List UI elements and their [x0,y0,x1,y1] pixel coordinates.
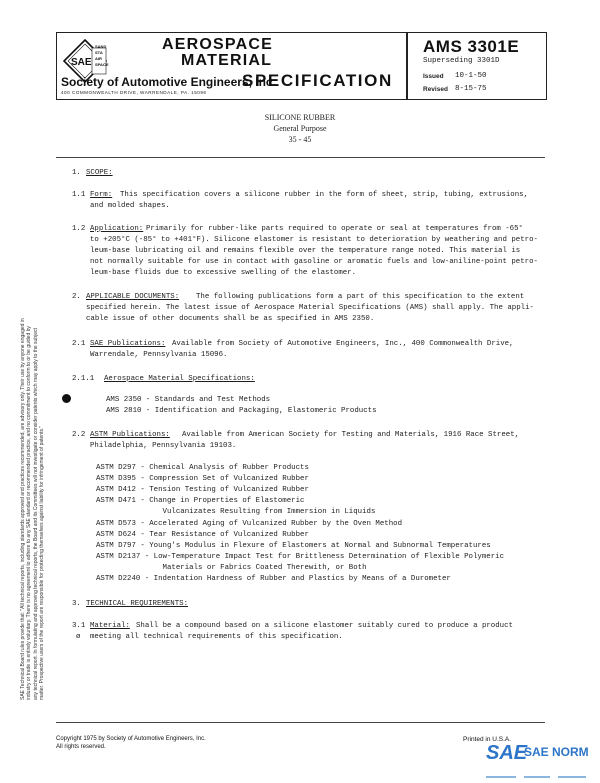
organization-address: 400 COMMONWEALTH DRIVE, WARRENDALE, PA. 15096 [61,90,207,95]
astm-publications-text: Available from American Society for Testing and Materials, 1916 Race Street, [182,431,520,439]
copyright-notice [56,736,206,750]
section-heading-scope: SCOPE: [86,169,113,177]
legal-line: matter. Prospective users of the report are responsible for protecting themselves against liability for infringement of patents." [38,425,45,700]
watermark-underline [486,765,596,768]
section-heading-technical: TECHNICAL REQUIREMENTS: [86,600,189,608]
application-text: leum-base lubricating oil and remains flexible over the temperature range noted. This material is [90,247,521,255]
superseding-note: Superseding 3301D [423,57,500,65]
astm-list-item: ASTM D624 - Tear Resistance of Vulcanized Rubber [96,531,309,539]
application-text: to +205°C (-85° to +401°F). Silicone elastomer is resistant to deterioration by weathering and petro- [90,236,538,244]
title-aerospace: AEROSPACE [162,36,273,53]
astm-list-item: ASTM D395 - Compression Set of Vulcanized Rubber [96,475,309,483]
section-heading-documents: APPLICABLE DOCUMENTS: [86,293,180,301]
material-text: meeting all technical requirements of this specification. [90,633,343,641]
margin-dot [62,394,71,403]
watermark-text: SAE NORM [524,745,589,759]
astm-list-item: ASTM D471 - Change in Properties of Elastomeric [96,497,305,505]
sae-publications-text: Available from Society of Automotive Engineers, Inc., 400 Commonwealth Drive, [172,340,514,348]
astm-list-item: ASTM D573 - Accelerated Aging of Vulcanized Rubber by the Oven Method [96,520,403,528]
revised-label: Revised [423,86,448,93]
section-number: 2.1 [72,340,86,348]
svg-text:SAE: SAE [71,57,92,68]
application-text: not normally suitable for use in contact with gasoline or aromatic fuels and low-aniline-point petro- [90,258,538,266]
material-heading: Material: [90,622,130,630]
logo-word: STA [95,50,103,55]
spec-header [56,32,547,100]
ams-heading: Aerospace Material Specifications: [104,375,255,383]
section-number: 3.1 [72,622,86,630]
legal-disclaimer [20,140,45,700]
form-text: This specification covers a silicone rubber in the form of sheet, strip, tubing, extrusions, [120,191,529,199]
revision-mark: ø [76,633,81,641]
astm-list-item: Vulcanizates Resulting from Immersion in Liquids [96,508,376,516]
ams-list-item: AMS 2810 - Identification and Packaging, Elastomeric Products [106,407,377,415]
application-heading: Application: [90,225,144,233]
section-number: 1.2 [72,225,86,233]
section-number: 1.1 [72,191,86,199]
logo-word: AIR [95,56,102,61]
application-text: Primarily for rubber-like parts required to operate or seal at temperatures from -65° [146,225,523,233]
issued-label: Issued [423,73,444,80]
logo-word: SPACE [95,62,109,67]
copyright-line: All rights reserved. [56,744,106,750]
legal-line: any technical report. In formulating and approving technical reports, the Board and its Committees will not investigate or consider patents which may apply to the subject [32,328,39,700]
section-number: 3. [72,600,81,608]
issued-date: 10-1-50 [455,72,487,80]
revised-date: 8-15-75 [455,85,487,93]
title-material: MATERIAL [181,52,273,69]
documents-text: cable issue of other documents shall be as specified in AMS 2350. [86,315,375,323]
spec-number: AMS 3301E [423,37,520,56]
astm-list-item: Materials or Fabrics Coated Therewith, or Both [96,564,367,572]
logo-word: SAND [95,44,107,49]
subject-subtitle: General Purpose [273,124,327,133]
copyright-line: Copyright 1975 by Society of Automotive Engineers, Inc. [56,736,206,742]
sae-publications-text: Warrendale, Pennsylvania 15096. [90,351,228,359]
section-number: 2. [72,293,81,301]
astm-list-item: ASTM D2137 - Low-Temperature Impact Test for Brittleness Determination of Flexible Polymeric [96,553,505,561]
section-number: 1. [72,169,81,177]
form-text: and molded shapes. [90,202,170,210]
documents-text: specified herein. The latest issue of Aerospace Material Specifications (AMS) shall apply. The appli- [86,304,534,312]
astm-list-item: ASTM D297 - Chemical Analysis of Rubber Products [96,464,309,472]
astm-list-item: ASTM D412 - Tension Testing of Vulcanized Rubber [96,486,309,494]
organization-name: Society of Automotive Engineers, Inc. [61,75,276,89]
astm-list-item: ASTM D797 - Young's Modulus in Flexure of Elastomers at Normal and Subnormal Temperatures [96,542,491,550]
legal-line: industry or trade is entirely voluntary. There is no agreement to adhere to any SAE standard or recommended practice, and no commitment to conform to or be guided by [26,326,33,700]
subject-title: SILICONE RUBBER [264,113,336,122]
astm-list-item: ASTM D2240 - Indentation Hardness of Rubber and Plastics by Means of a Durometer [96,575,451,583]
printed-in: Printed in U.S.A. [463,736,512,743]
astm-publications-text: Philadelphia, Pennsylvania 19103. [90,442,237,450]
astm-publications-heading: ASTM Publications: [90,431,170,439]
header-divider [406,33,408,99]
bottom-rule [56,722,545,723]
title-specification: SPECIFICATION [242,71,393,90]
documents-text: The following publications form a part of this specification to the extent [196,293,525,301]
sae-norm-watermark [486,742,596,772]
material-text: Shall be a compound based on a silicone elastomer suitably cured to produce a product [136,622,513,630]
sae-publications-heading: SAE Publications: [90,340,166,348]
application-text: leum-base fluids due to excessive swelling of the elastomer. [90,269,357,277]
ams-list-item: AMS 2350 - Standards and Test Methods [106,396,271,404]
legal-line: SAE Technical Board rules provide that: "All technical reports, including standards approved and practices recommended, are advisory only. Their use by anyone engaged in [20,318,26,700]
watermark-mark: SAE [486,742,528,764]
top-rule [56,157,545,158]
form-heading: Form: [90,191,113,199]
section-number: 2.2 [72,431,86,439]
section-number: 2.1.1 [72,375,95,383]
subject-range: 35 - 45 [288,135,312,144]
